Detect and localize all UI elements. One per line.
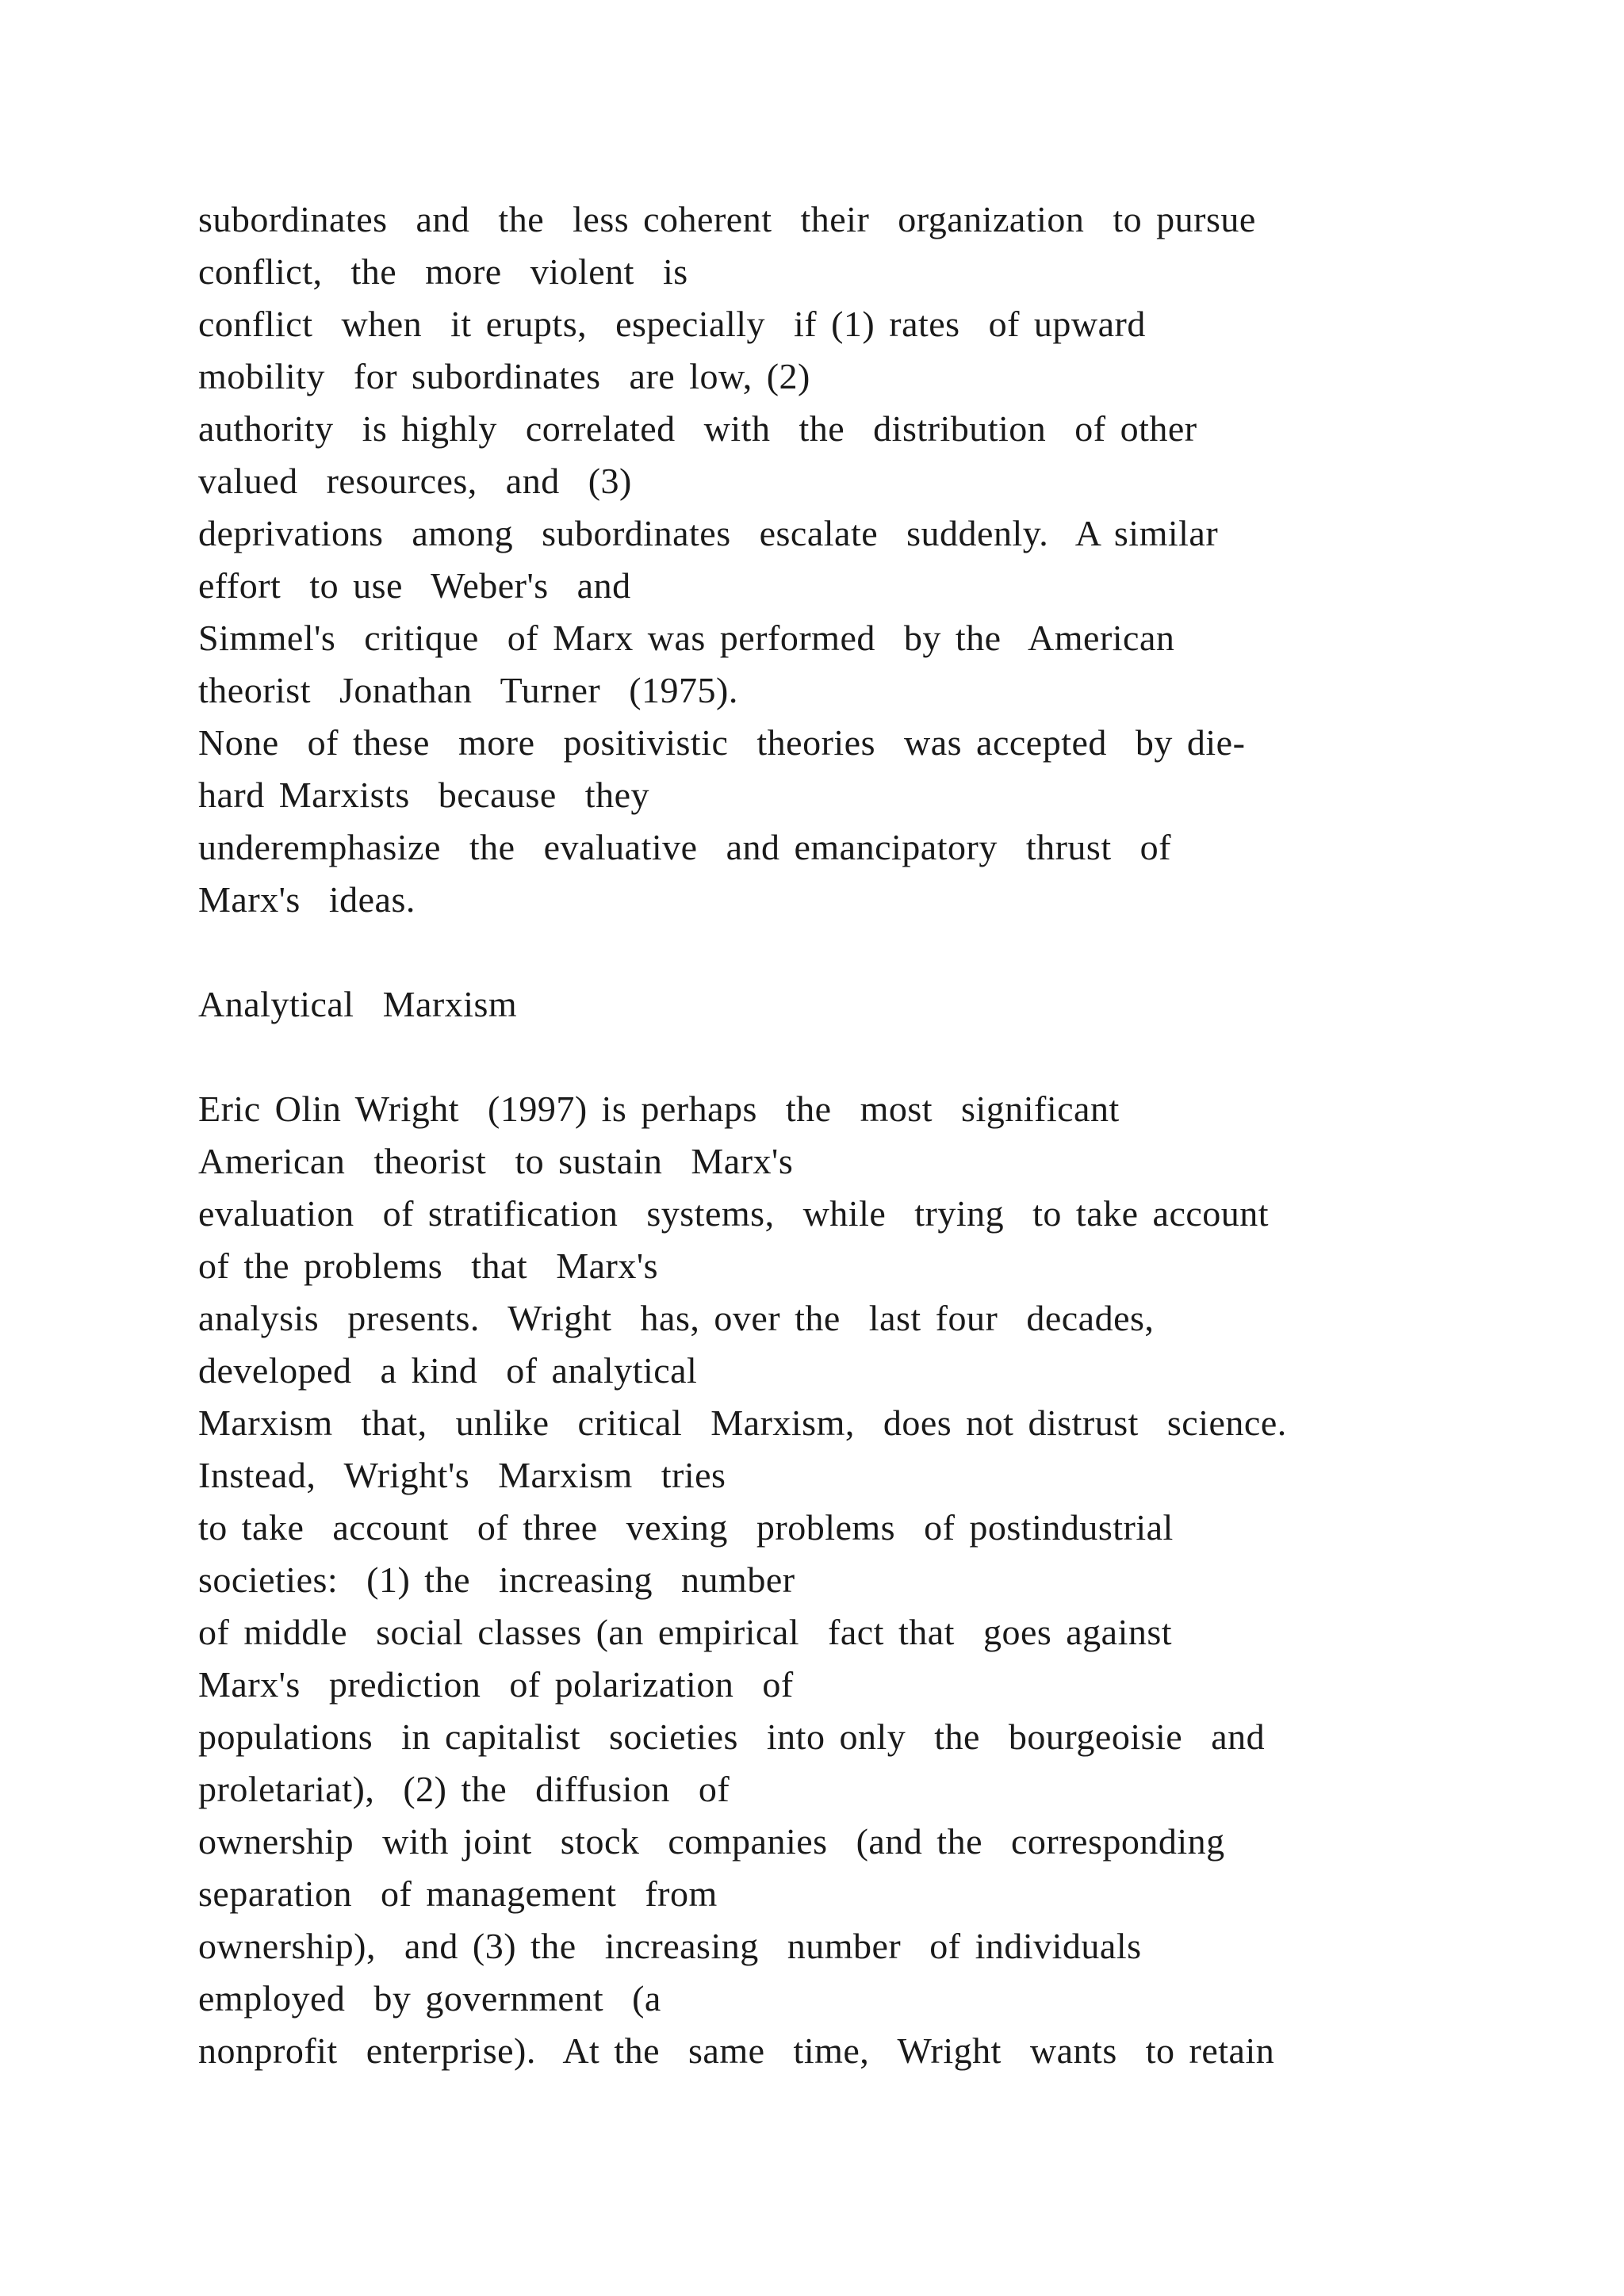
text-line: to take account of three vexing problems of postindustrial bbox=[198, 1507, 1174, 1548]
text-line: Eric Olin Wright (1997) is perhaps the most significant bbox=[198, 1089, 1120, 1129]
text-line: ownership), and (3) the increasing number of individuals bbox=[198, 1926, 1142, 1966]
text-line: Simmel's critique of Marx was performed by the American bbox=[198, 618, 1175, 658]
text-line: Marx's prediction of polarization of bbox=[198, 1664, 794, 1705]
text-line: of the problems that Marx's bbox=[198, 1246, 659, 1286]
text-line: theorist Jonathan Turner (1975). bbox=[198, 670, 738, 710]
paragraph-2 bbox=[198, 1083, 1594, 2077]
paragraph-1 bbox=[198, 193, 1594, 926]
text-line: subordinates and the less coherent their organization to pursue bbox=[198, 199, 1256, 239]
document-text bbox=[198, 193, 1594, 2077]
text-line: valued resources, and (3) bbox=[198, 461, 632, 501]
text-line: Instead, Wright's Marxism tries bbox=[198, 1455, 726, 1495]
text-line: Marx's ideas. bbox=[198, 879, 416, 920]
text-line: authority is highly correlated with the distribution of other bbox=[198, 408, 1197, 449]
text-line: proletariat), (2) the diffusion of bbox=[198, 1769, 730, 1809]
text-line: mobility for subordinates are low, (2) bbox=[198, 356, 810, 396]
paragraph-gap bbox=[198, 1031, 1594, 1083]
text-line: American theorist to sustain Marx's bbox=[198, 1141, 794, 1181]
text-line: effort to use Weber's and bbox=[198, 565, 631, 606]
text-line: conflict, the more violent is bbox=[198, 251, 688, 292]
text-line: underemphasize the evaluative and emancipatory thrust of bbox=[198, 827, 1171, 867]
text-line: conflict when it erupts, especially if (1) rates of upward bbox=[198, 304, 1146, 344]
text-line: hard Marxists because they bbox=[198, 775, 650, 815]
text-line: Marxism that, unlike critical Marxism, does not distrust science. bbox=[198, 1402, 1287, 1443]
text-line: evaluation of stratification systems, while trying to take account bbox=[198, 1193, 1270, 1234]
text-line: None of these more positivistic theories was accepted by die- bbox=[198, 722, 1246, 763]
paragraph-gap bbox=[198, 926, 1594, 978]
text-line: analysis presents. Wright has, over the last four decades, bbox=[198, 1298, 1155, 1338]
text-line: ownership with joint stock companies (and the corresponding bbox=[198, 1821, 1225, 1862]
text-line: employed by government (a bbox=[198, 1978, 661, 2019]
text-line: separation of management from bbox=[198, 1873, 718, 1914]
text-line: of middle social classes (an empirical fact that goes against bbox=[198, 1612, 1173, 1652]
text-line: developed a kind of analytical bbox=[198, 1350, 698, 1391]
text-line: nonprofit enterprise). At the same time, Wright wants to retain bbox=[198, 2030, 1275, 2071]
section-heading: Analytical Marxism bbox=[198, 984, 518, 1024]
text-line: societies: (1) the increasing number bbox=[198, 1559, 795, 1600]
text-line: populations in capitalist societies into only the bourgeoisie and bbox=[198, 1716, 1266, 1757]
text-line: deprivations among subordinates escalate suddenly. A similar bbox=[198, 513, 1219, 553]
